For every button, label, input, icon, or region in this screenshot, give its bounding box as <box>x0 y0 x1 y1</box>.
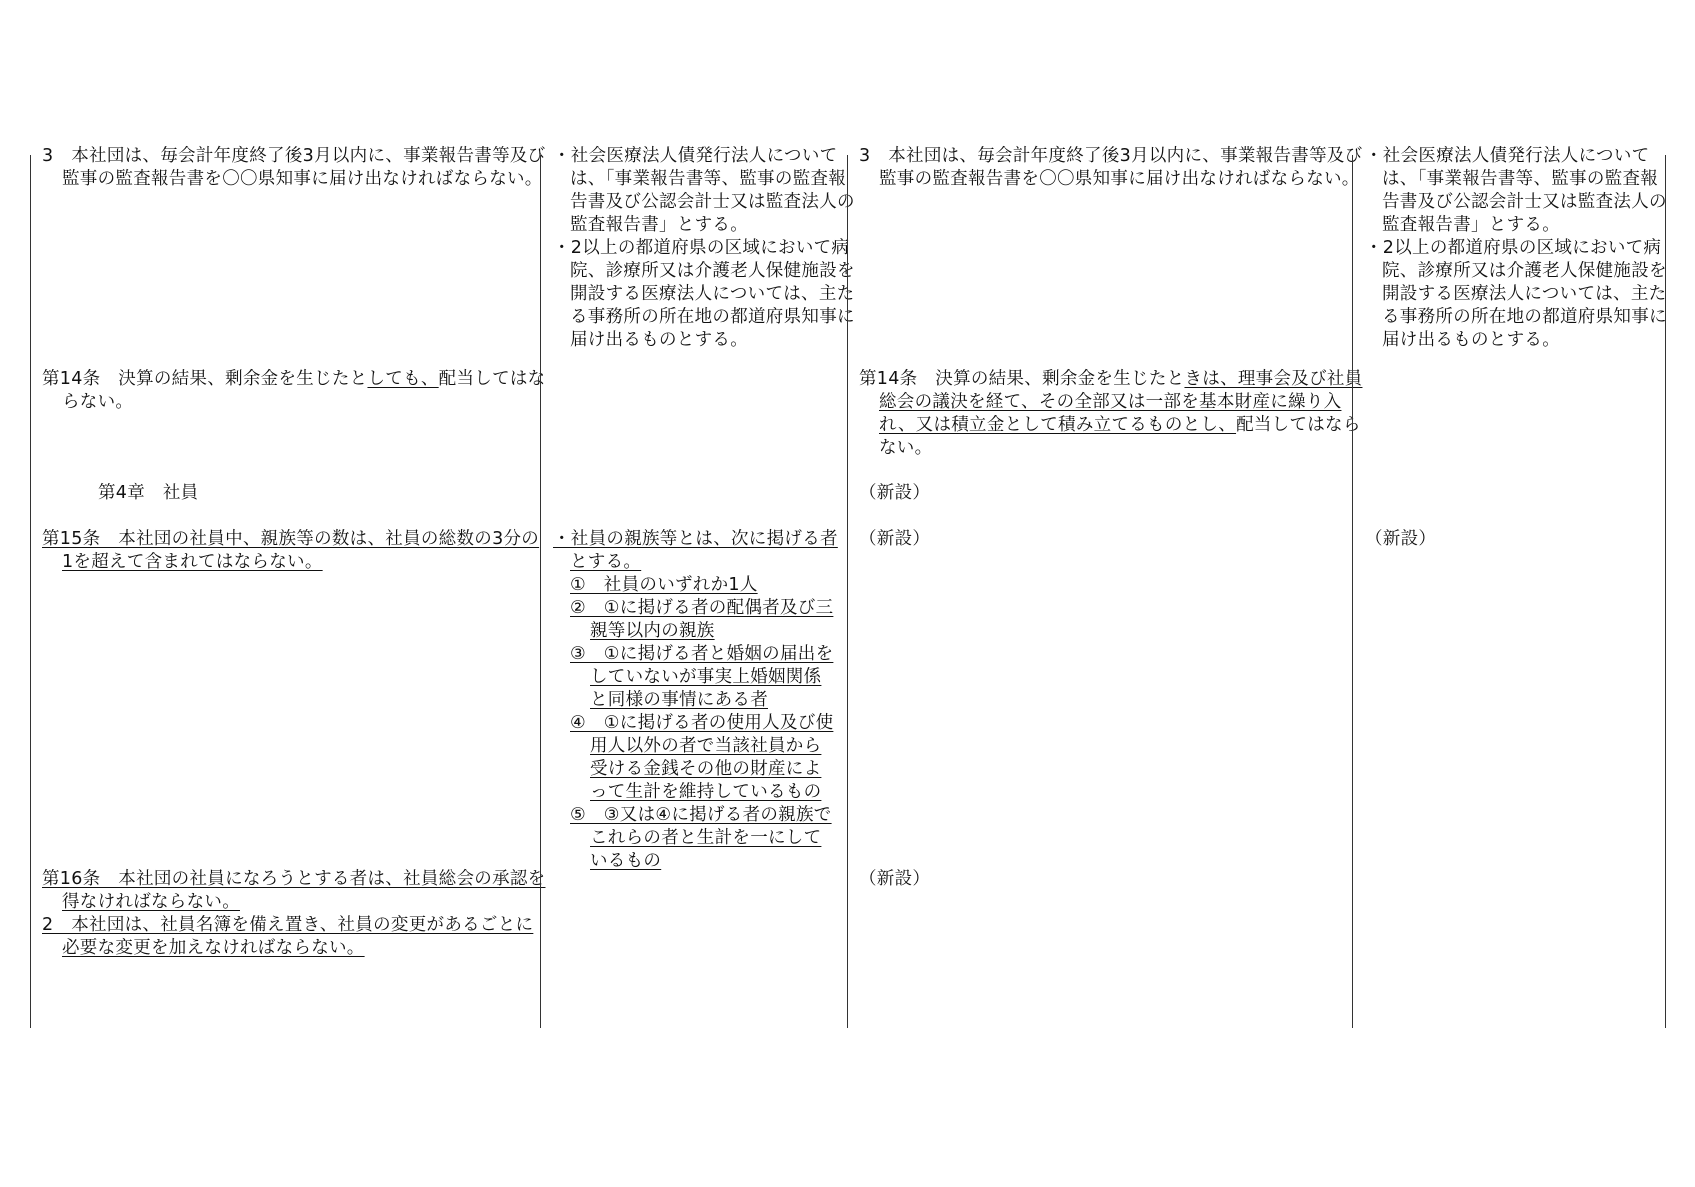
kinship-item: ③ ①に掲げる者と婚姻の届出をしていないが事実上婚姻関係と同様の事情にある者 <box>570 644 834 710</box>
column-current-notes <box>540 146 855 1028</box>
article-14-amended-text: きは、理事会及び社員総会の議決を経て、その全部又は一部を基本財産に繰り入れ、又は積立金として積み立てるものとし、 <box>879 369 1363 435</box>
article-14 <box>42 368 548 414</box>
article-13-paragraph-3: 3 本社団は、毎会計年度終了後3月以内に、事業報告書等及び監事の監査報告書を〇〇県知事に届け出なければならない。 <box>42 146 546 189</box>
article-14-text: 第14条 決算の結果、剰余金を生じたと <box>42 369 368 389</box>
note-bond-issuer: ・社会医療法人債発行法人については、「事業報告書等、監事の監査報告書及び公認会計士又は監査法人の監査報告書」とする。 <box>553 146 855 235</box>
article-14-amended-text: しても、 <box>367 369 439 389</box>
kinship-item: ⑤ ③又は④に掲げる者の親族でこれらの者と生計を一にしているもの <box>570 805 832 871</box>
kinship-item: ④ ①に掲げる者の使用人及び使用人以外の者で当該社員から受ける金銭その他の財産によって生計を維持しているもの <box>570 713 834 802</box>
column-revised-notes <box>1352 146 1667 1028</box>
article-14 <box>859 368 1365 460</box>
note-bond-issuer: ・社会医療法人債発行法人については、「事業報告書等、監事の監査報告書及び公認会計士又は監査法人の監査報告書」とする。 <box>1365 146 1667 235</box>
new-provision-label: （新設） <box>1365 529 1437 549</box>
article-16: 第16条 本社団の社員になろうとする者は、社員総会の承認を得なければならない。 2 本社団は、社員名簿を備え置き、社員の変更があるごとに必要な変更を加えなければならない。 <box>42 869 546 958</box>
article-13-paragraph-3: 3 本社団は、毎会計年度終了後3月以内に、事業報告書等及び監事の監査報告書を〇〇県知事に届け出なければならない。 <box>859 146 1363 189</box>
new-provision-label: （新設） <box>859 869 931 889</box>
chapter-4-heading: 第4章 社員 <box>98 483 199 503</box>
article-14-text: 第14条 決算の結果、剰余金を生じたと <box>859 369 1185 389</box>
kinship-item: ② ①に掲げる者の配偶者及び三親等以内の親族 <box>570 598 834 641</box>
new-provision-label: （新設） <box>859 483 931 503</box>
article-15: 第15条 本社団の社員中、親族等の数は、社員の総数の3分の1を超えて含まれてはならない。 <box>42 529 540 572</box>
article-14-text-end: 配当してはならない。 <box>879 415 1361 458</box>
column-current-articles <box>30 146 546 1028</box>
article-14-text-end: 配当してはならない。 <box>62 369 546 412</box>
new-provision-label: （新設） <box>859 529 931 549</box>
kinship-item: ① 社員のいずれか1人 <box>570 575 758 595</box>
column-revised-articles <box>847 146 1363 1028</box>
note-multiple-prefectures: ・2以上の都道府県の区域において病院、診療所又は介護老人保健施設を開設する医療法人については、主たる事務所の所在地の都道府県知事に届け出るものとする。 <box>1365 238 1667 350</box>
note-multiple-prefectures: ・2以上の都道府県の区域において病院、診療所又は介護老人保健施設を開設する医療法人については、主たる事務所の所在地の都道府県知事に届け出るものとする。 <box>553 238 855 350</box>
note-kinship: ・社員の親族等とは、次に掲げる者とする。 ① 社員のいずれか1人 ② ①に掲げる者の配偶者及び三親等以内の親族 ③ ①に掲げる者と婚姻の届出をしていないが事実上婚姻関係と同様の事情にある者 ④ ①に掲げる者の使用人及び使用人以外の者で当該社員から受ける金銭その他の財産によって生計を維持しているもの ⑤ ③又は④に掲げる者の親族でこれらの者と生計を一にしているもの <box>553 529 838 871</box>
